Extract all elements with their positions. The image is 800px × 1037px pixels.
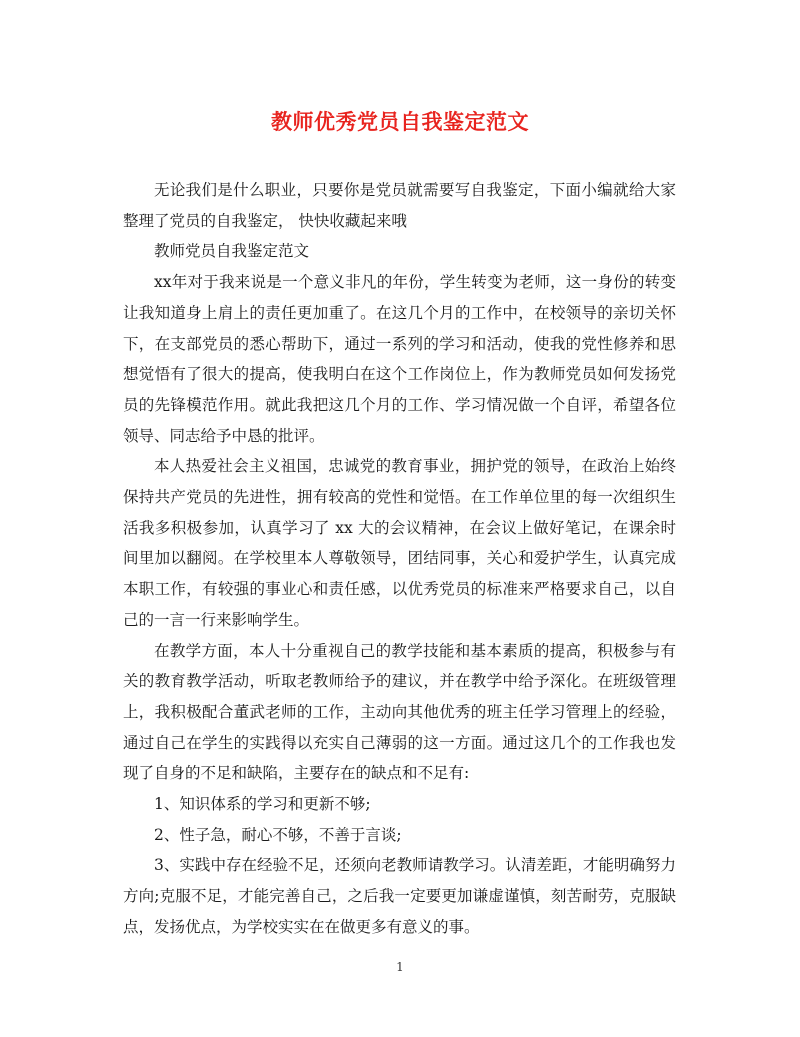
- paragraph-subtitle: 教师党员自我鉴定范文: [154, 242, 310, 261]
- paragraph-intro: 无论我们是什么职业，只要你是党员就需要写自我鉴定，下面小编就给大家整理了党员的自我鉴定， 快快收藏起来哦: [123, 181, 676, 230]
- paragraph-teaching: 在教学方面，本人十分重视自己的教学技能和基本素质的提高，积极参与有关的教育教学活动，听取老教师给予的建议，并在教学中给予深化。在班级管理上，我积极配合董武老师的工作，主动向其他优秀的班主任学习管理上的经验，通过自己在学生的实践得以充实自己薄弱的这一方面。通过这几个的工作我也发现了自身的不足和缺陷，主要存在的缺点和不足有:: [123, 641, 676, 783]
- paragraph-political: 本人热爱社会主义祖国，忠诚党的教育事业，拥护党的领导，在政治上始终保持共产党员的先进性，拥有较高的党性和觉悟。在工作单位里的每一次组织生活我多积极参加，认真学习了 xx 大的会议精神，在会议上做好笔记，在课余时间里加以翻阅。在学校里本人尊敬领导，团结同事，关心和爱护学生，认真完成本职工作，有较强的事业心和责任感，以优秀党员的标准来严格要求自己，以自己的一言一行来影响学生。: [123, 457, 676, 629]
- list-item-1: 1、知识体系的学习和更新不够;: [154, 795, 371, 814]
- list-item-2: 2、性子急，耐心不够，不善于言谈;: [154, 825, 402, 844]
- paragraph-overview: xx年对于我来说是一个意义非凡的年份，学生转变为老师，这一身份的转变让我知道身上肩上的责任更加重了。在这几个月的工作中，在校领导的亲切关怀下，在支部党员的悉心帮助下，通过一系列的学习和活动，使我的党性修养和思想觉悟有了很大的提高，使我明白在这个工作岗位上，作为教师党员如何发扬党员的先锋模范作用。就此我把这几个月的工作、学习情况做一个自评，希望各位领导、同志给予中恳的批评。: [123, 273, 676, 445]
- document-title: 教师优秀党员自我鉴定范文: [271, 109, 529, 134]
- list-item-3: 3、实践中存在经验不足，还须向老教师请教学习。认清差距，才能明确努力方向;克服不足，才能完善自己，之后我一定要更加谦虚谨慎，刻苦耐劳，克服缺点，发扬优点，为学校实实在在做更多有意义的事。: [123, 856, 676, 936]
- page-number: 1: [396, 960, 404, 974]
- document-body: [123, 175, 676, 943]
